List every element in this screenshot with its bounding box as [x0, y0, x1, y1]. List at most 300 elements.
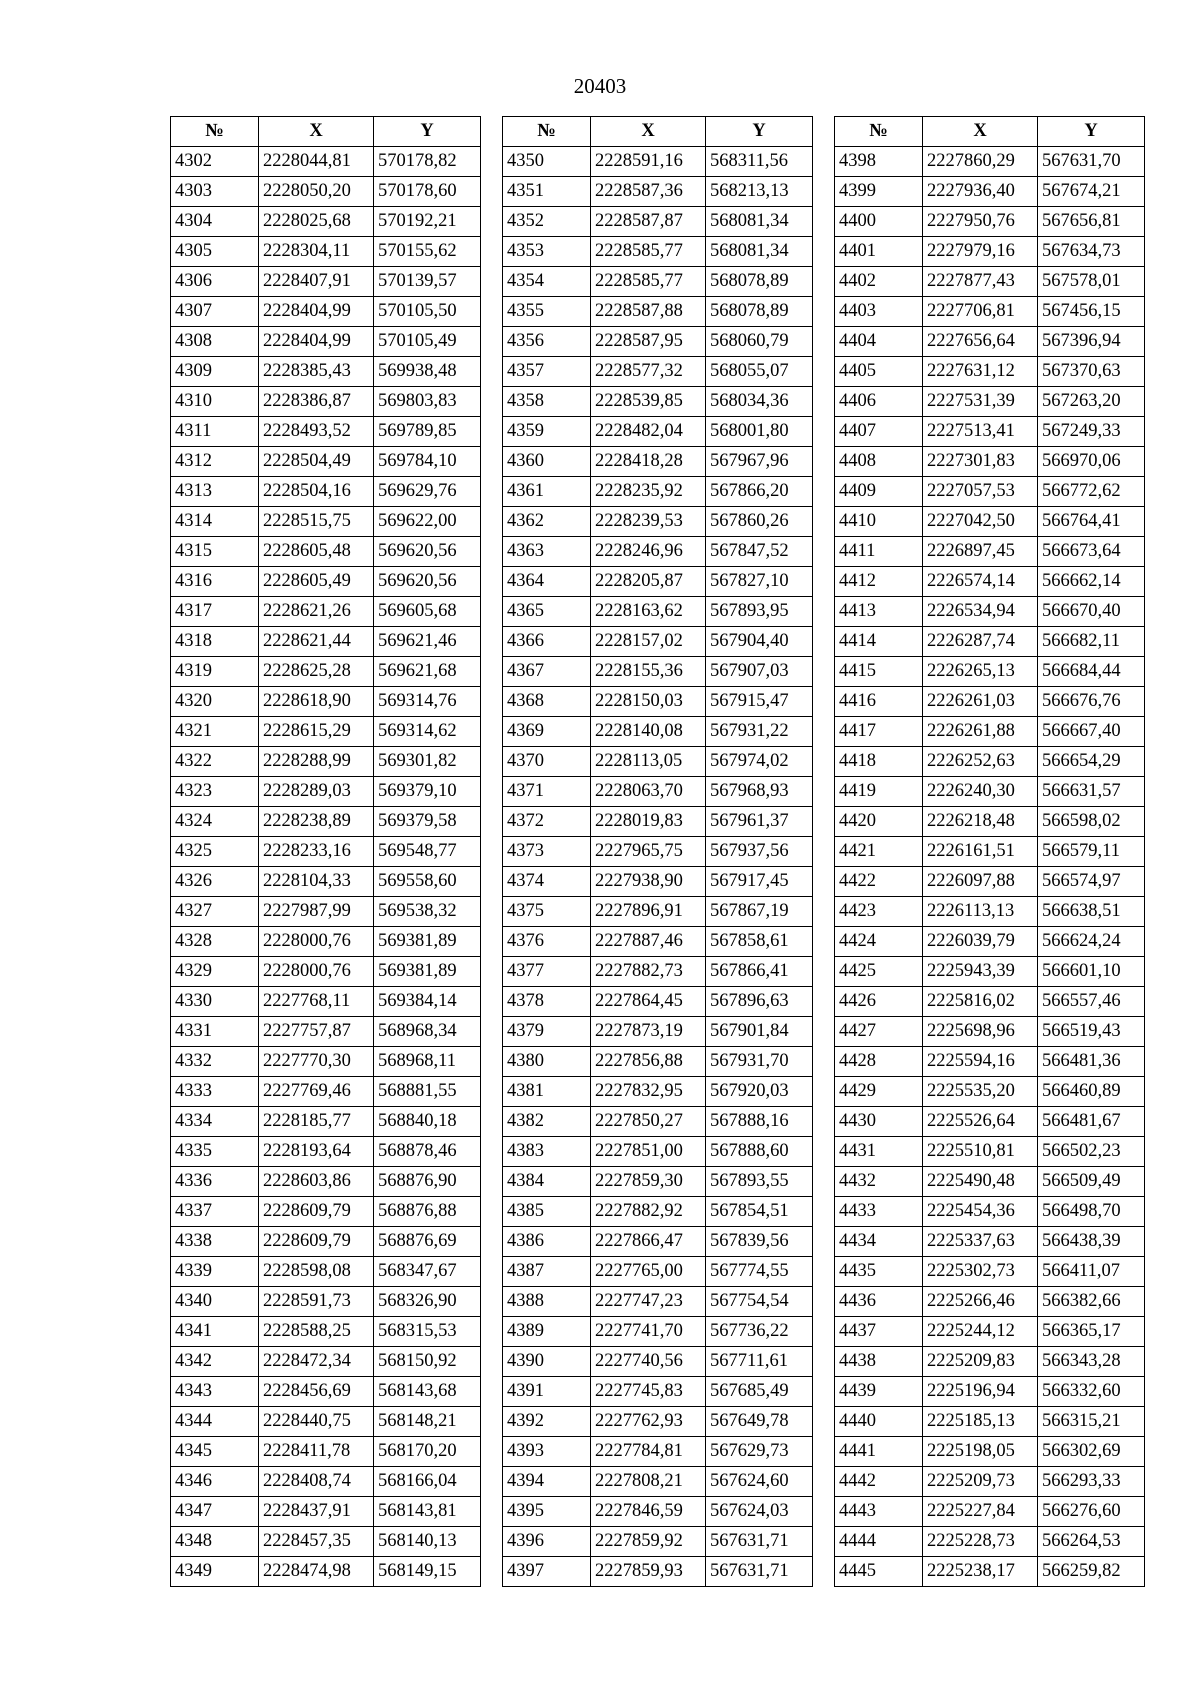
y-coordinate: 568876,88 [374, 1197, 481, 1227]
point-number: 4351 [503, 177, 591, 207]
x-coordinate: 2228063,70 [591, 777, 706, 807]
header-x: X [591, 117, 706, 147]
y-coordinate: 568968,11 [374, 1047, 481, 1077]
point-number: 4325 [171, 837, 259, 867]
table-row [171, 327, 481, 357]
table-row [835, 1467, 1145, 1497]
table-row [171, 387, 481, 417]
y-coordinate: 566673,64 [1038, 537, 1145, 567]
x-coordinate: 2225510,81 [923, 1137, 1038, 1167]
point-number: 4402 [835, 267, 923, 297]
table-row [171, 897, 481, 927]
table-row [503, 1107, 813, 1137]
x-coordinate: 2227784,81 [591, 1437, 706, 1467]
table-row [835, 1257, 1145, 1287]
x-coordinate: 2227042,50 [923, 507, 1038, 537]
point-number: 4413 [835, 597, 923, 627]
point-number: 4382 [503, 1107, 591, 1137]
point-number: 4392 [503, 1407, 591, 1437]
x-coordinate: 2226261,03 [923, 687, 1038, 717]
table-row [171, 837, 481, 867]
table-row [835, 957, 1145, 987]
x-coordinate: 2228386,87 [259, 387, 374, 417]
x-coordinate: 2227768,11 [259, 987, 374, 1017]
x-coordinate: 2227987,99 [259, 897, 374, 927]
point-number: 4333 [171, 1077, 259, 1107]
table-row [835, 417, 1145, 447]
x-coordinate: 2228019,83 [591, 807, 706, 837]
table-row [835, 1167, 1145, 1197]
x-coordinate: 2228163,62 [591, 597, 706, 627]
point-number: 4304 [171, 207, 259, 237]
point-number: 4400 [835, 207, 923, 237]
x-coordinate: 2227765,00 [591, 1257, 706, 1287]
y-coordinate: 569384,14 [374, 987, 481, 1017]
table-row [835, 807, 1145, 837]
x-coordinate: 2227757,87 [259, 1017, 374, 1047]
x-coordinate: 2228587,88 [591, 297, 706, 327]
point-number: 4342 [171, 1347, 259, 1377]
point-number: 4388 [503, 1287, 591, 1317]
x-coordinate: 2227873,19 [591, 1017, 706, 1047]
y-coordinate: 566598,02 [1038, 807, 1145, 837]
x-coordinate: 2227851,00 [591, 1137, 706, 1167]
y-coordinate: 566509,49 [1038, 1167, 1145, 1197]
point-number: 4426 [835, 987, 923, 1017]
table-row [171, 207, 481, 237]
table-row [835, 717, 1145, 747]
y-coordinate: 569558,60 [374, 867, 481, 897]
y-coordinate: 569629,76 [374, 477, 481, 507]
x-coordinate: 2227740,56 [591, 1347, 706, 1377]
y-coordinate: 567888,60 [706, 1137, 813, 1167]
table-row [835, 1407, 1145, 1437]
table-row [171, 1167, 481, 1197]
y-coordinate: 567631,70 [1038, 147, 1145, 177]
table-row [503, 657, 813, 687]
x-coordinate: 2225209,83 [923, 1347, 1038, 1377]
x-coordinate: 2227859,30 [591, 1167, 706, 1197]
point-number: 4444 [835, 1527, 923, 1557]
table-row [835, 1287, 1145, 1317]
x-coordinate: 2228457,35 [259, 1527, 374, 1557]
table-row [835, 1557, 1145, 1587]
x-coordinate: 2228598,08 [259, 1257, 374, 1287]
x-coordinate: 2228605,49 [259, 567, 374, 597]
table-row [171, 1227, 481, 1257]
y-coordinate: 567456,15 [1038, 297, 1145, 327]
y-coordinate: 566579,11 [1038, 837, 1145, 867]
point-number: 4433 [835, 1197, 923, 1227]
y-coordinate: 567674,21 [1038, 177, 1145, 207]
x-coordinate: 2226097,88 [923, 867, 1038, 897]
point-number: 4441 [835, 1437, 923, 1467]
page-number: 20403 [573, 74, 627, 98]
x-coordinate: 2228615,29 [259, 717, 374, 747]
table-row [835, 507, 1145, 537]
y-coordinate: 567866,41 [706, 957, 813, 987]
y-coordinate: 567711,61 [706, 1347, 813, 1377]
point-number: 4401 [835, 237, 923, 267]
table-body [835, 147, 1145, 1587]
point-number: 4430 [835, 1107, 923, 1137]
y-coordinate: 567631,71 [706, 1527, 813, 1557]
table-row [835, 1197, 1145, 1227]
point-number: 4410 [835, 507, 923, 537]
y-coordinate: 566601,10 [1038, 957, 1145, 987]
table-row [835, 597, 1145, 627]
x-coordinate: 2228000,76 [259, 957, 374, 987]
y-coordinate: 567847,52 [706, 537, 813, 567]
table-row [503, 897, 813, 927]
table-row [171, 1557, 481, 1587]
point-number: 4350 [503, 147, 591, 177]
table-row [503, 477, 813, 507]
x-coordinate: 2228140,08 [591, 717, 706, 747]
header-number: № [835, 117, 923, 147]
point-number: 4361 [503, 477, 591, 507]
y-coordinate: 566574,97 [1038, 867, 1145, 897]
point-number: 4343 [171, 1377, 259, 1407]
header-number: № [171, 117, 259, 147]
point-number: 4425 [835, 957, 923, 987]
x-coordinate: 2228411,78 [259, 1437, 374, 1467]
y-coordinate: 568081,34 [706, 207, 813, 237]
point-number: 4344 [171, 1407, 259, 1437]
table-row [835, 477, 1145, 507]
point-number: 4445 [835, 1557, 923, 1587]
table-row [171, 867, 481, 897]
point-number: 4303 [171, 177, 259, 207]
y-coordinate: 568149,15 [374, 1557, 481, 1587]
y-coordinate: 567961,37 [706, 807, 813, 837]
point-number: 4326 [171, 867, 259, 897]
x-coordinate: 2227808,21 [591, 1467, 706, 1497]
y-coordinate: 567920,03 [706, 1077, 813, 1107]
y-coordinate: 569938,48 [374, 357, 481, 387]
y-coordinate: 568876,90 [374, 1167, 481, 1197]
x-coordinate: 2227769,46 [259, 1077, 374, 1107]
x-coordinate: 2225209,73 [923, 1467, 1038, 1497]
y-coordinate: 566557,46 [1038, 987, 1145, 1017]
point-number: 4383 [503, 1137, 591, 1167]
x-coordinate: 2228157,02 [591, 627, 706, 657]
x-coordinate: 2227887,46 [591, 927, 706, 957]
point-number: 4312 [171, 447, 259, 477]
x-coordinate: 2225454,36 [923, 1197, 1038, 1227]
y-coordinate: 570105,50 [374, 297, 481, 327]
point-number: 4437 [835, 1317, 923, 1347]
point-number: 4427 [835, 1017, 923, 1047]
table-row [171, 1137, 481, 1167]
point-number: 4339 [171, 1257, 259, 1287]
x-coordinate: 2227979,16 [923, 237, 1038, 267]
table-row [503, 1167, 813, 1197]
y-coordinate: 569379,58 [374, 807, 481, 837]
header-x: X [923, 117, 1038, 147]
table-row [835, 177, 1145, 207]
y-coordinate: 566382,66 [1038, 1287, 1145, 1317]
table-row [171, 357, 481, 387]
x-coordinate: 2225228,73 [923, 1527, 1038, 1557]
table-row [835, 987, 1145, 1017]
y-coordinate: 568081,34 [706, 237, 813, 267]
table-row [835, 1497, 1145, 1527]
y-coordinate: 567578,01 [1038, 267, 1145, 297]
table-row [171, 687, 481, 717]
x-coordinate: 2228504,49 [259, 447, 374, 477]
table-body [503, 147, 813, 1587]
y-coordinate: 569620,56 [374, 537, 481, 567]
table-row [171, 1377, 481, 1407]
y-coordinate: 568170,20 [374, 1437, 481, 1467]
y-coordinate: 568078,89 [706, 267, 813, 297]
y-coordinate: 567893,55 [706, 1167, 813, 1197]
x-coordinate: 2228205,87 [591, 567, 706, 597]
table-row [171, 717, 481, 747]
table-row [835, 627, 1145, 657]
point-number: 4385 [503, 1197, 591, 1227]
point-number: 4375 [503, 897, 591, 927]
x-coordinate: 2227762,93 [591, 1407, 706, 1437]
table-row [503, 417, 813, 447]
x-coordinate: 2226218,48 [923, 807, 1038, 837]
point-number: 4431 [835, 1137, 923, 1167]
x-coordinate: 2228385,43 [259, 357, 374, 387]
table-row [503, 207, 813, 237]
point-number: 4322 [171, 747, 259, 777]
y-coordinate: 567754,54 [706, 1287, 813, 1317]
x-coordinate: 2228404,99 [259, 327, 374, 357]
point-number: 4317 [171, 597, 259, 627]
y-coordinate: 566438,39 [1038, 1227, 1145, 1257]
x-coordinate: 2227656,64 [923, 327, 1038, 357]
x-coordinate: 2228239,53 [591, 507, 706, 537]
table-row [171, 1347, 481, 1377]
table-row [171, 777, 481, 807]
point-number: 4395 [503, 1497, 591, 1527]
point-number: 4435 [835, 1257, 923, 1287]
x-coordinate: 2228408,74 [259, 1467, 374, 1497]
x-coordinate: 2228587,95 [591, 327, 706, 357]
y-coordinate: 568315,53 [374, 1317, 481, 1347]
table-row [171, 1527, 481, 1557]
table-row [503, 447, 813, 477]
table-row [503, 1407, 813, 1437]
point-number: 4438 [835, 1347, 923, 1377]
point-number: 4386 [503, 1227, 591, 1257]
point-number: 4347 [171, 1497, 259, 1527]
point-number: 4390 [503, 1347, 591, 1377]
point-number: 4311 [171, 417, 259, 447]
y-coordinate: 566764,41 [1038, 507, 1145, 537]
y-coordinate: 569622,00 [374, 507, 481, 537]
x-coordinate: 2225302,73 [923, 1257, 1038, 1287]
x-coordinate: 2227950,76 [923, 207, 1038, 237]
x-coordinate: 2228591,73 [259, 1287, 374, 1317]
x-coordinate: 2228404,99 [259, 297, 374, 327]
x-coordinate: 2225238,17 [923, 1557, 1038, 1587]
x-coordinate: 2227745,83 [591, 1377, 706, 1407]
y-coordinate: 570139,57 [374, 267, 481, 297]
x-coordinate: 2227832,95 [591, 1077, 706, 1107]
point-number: 4405 [835, 357, 923, 387]
table-row [503, 627, 813, 657]
x-coordinate: 2228304,11 [259, 237, 374, 267]
table-row [171, 627, 481, 657]
table-row [503, 537, 813, 567]
table-row [503, 717, 813, 747]
x-coordinate: 2228456,69 [259, 1377, 374, 1407]
point-number: 4379 [503, 1017, 591, 1047]
y-coordinate: 568311,56 [706, 147, 813, 177]
y-coordinate: 567917,45 [706, 867, 813, 897]
point-number: 4415 [835, 657, 923, 687]
table-row [503, 1347, 813, 1377]
x-coordinate: 2228472,34 [259, 1347, 374, 1377]
point-number: 4315 [171, 537, 259, 567]
x-coordinate: 2228235,92 [591, 477, 706, 507]
y-coordinate: 566498,70 [1038, 1197, 1145, 1227]
table-row [835, 927, 1145, 957]
point-number: 4367 [503, 657, 591, 687]
y-coordinate: 567629,73 [706, 1437, 813, 1467]
point-number: 4321 [171, 717, 259, 747]
point-number: 4420 [835, 807, 923, 837]
x-coordinate: 2227747,23 [591, 1287, 706, 1317]
point-number: 4314 [171, 507, 259, 537]
table-row [835, 1317, 1145, 1347]
x-coordinate: 2227513,41 [923, 417, 1038, 447]
table-row [503, 1197, 813, 1227]
x-coordinate: 2228000,76 [259, 927, 374, 957]
table-row [503, 507, 813, 537]
x-coordinate: 2228289,03 [259, 777, 374, 807]
x-coordinate: 2225943,39 [923, 957, 1038, 987]
table-row [835, 1527, 1145, 1557]
x-coordinate: 2227965,75 [591, 837, 706, 867]
point-number: 4423 [835, 897, 923, 927]
table-row [503, 957, 813, 987]
y-coordinate: 568878,46 [374, 1137, 481, 1167]
table-row [835, 1137, 1145, 1167]
x-coordinate: 2228437,91 [259, 1497, 374, 1527]
point-number: 4421 [835, 837, 923, 867]
y-coordinate: 567396,94 [1038, 327, 1145, 357]
point-number: 4428 [835, 1047, 923, 1077]
table-row [835, 327, 1145, 357]
x-coordinate: 2225535,20 [923, 1077, 1038, 1107]
y-coordinate: 567907,03 [706, 657, 813, 687]
table-row [171, 1197, 481, 1227]
y-coordinate: 568143,81 [374, 1497, 481, 1527]
table-row [835, 1077, 1145, 1107]
x-coordinate: 2226534,94 [923, 597, 1038, 627]
x-coordinate: 2225816,02 [923, 987, 1038, 1017]
y-coordinate: 568968,34 [374, 1017, 481, 1047]
x-coordinate: 2228185,77 [259, 1107, 374, 1137]
x-coordinate: 2228587,36 [591, 177, 706, 207]
y-coordinate: 567867,19 [706, 897, 813, 927]
y-coordinate: 569381,89 [374, 927, 481, 957]
table-row [171, 507, 481, 537]
x-coordinate: 2226240,30 [923, 777, 1038, 807]
y-coordinate: 566970,06 [1038, 447, 1145, 477]
y-coordinate: 566624,24 [1038, 927, 1145, 957]
point-number: 4381 [503, 1077, 591, 1107]
y-coordinate: 569789,85 [374, 417, 481, 447]
table-row [171, 1287, 481, 1317]
table-row [835, 747, 1145, 777]
y-coordinate: 567774,55 [706, 1257, 813, 1287]
point-number: 4429 [835, 1077, 923, 1107]
point-number: 4419 [835, 777, 923, 807]
point-number: 4359 [503, 417, 591, 447]
y-coordinate: 567249,33 [1038, 417, 1145, 447]
table-row [171, 987, 481, 1017]
table-header [503, 117, 813, 147]
x-coordinate: 2227846,59 [591, 1497, 706, 1527]
point-number: 4327 [171, 897, 259, 927]
point-number: 4412 [835, 567, 923, 597]
y-coordinate: 568143,68 [374, 1377, 481, 1407]
y-coordinate: 567968,93 [706, 777, 813, 807]
table-row [503, 837, 813, 867]
y-coordinate: 570178,60 [374, 177, 481, 207]
y-coordinate: 568166,04 [374, 1467, 481, 1497]
point-number: 4346 [171, 1467, 259, 1497]
point-number: 4338 [171, 1227, 259, 1257]
y-coordinate: 566264,53 [1038, 1527, 1145, 1557]
y-coordinate: 566481,67 [1038, 1107, 1145, 1137]
header-y: Y [1038, 117, 1145, 147]
point-number: 4424 [835, 927, 923, 957]
table-row [503, 1557, 813, 1587]
table-row [503, 1527, 813, 1557]
point-number: 4374 [503, 867, 591, 897]
point-number: 4354 [503, 267, 591, 297]
x-coordinate: 2228113,05 [591, 747, 706, 777]
y-coordinate: 567888,16 [706, 1107, 813, 1137]
point-number: 4370 [503, 747, 591, 777]
table-row [503, 1077, 813, 1107]
x-coordinate: 2228418,28 [591, 447, 706, 477]
y-coordinate: 567937,56 [706, 837, 813, 867]
x-coordinate: 2227882,73 [591, 957, 706, 987]
y-coordinate: 570192,21 [374, 207, 481, 237]
x-coordinate: 2228625,28 [259, 657, 374, 687]
point-number: 4397 [503, 1557, 591, 1587]
table-row [171, 267, 481, 297]
point-number: 4376 [503, 927, 591, 957]
y-coordinate: 567656,81 [1038, 207, 1145, 237]
x-coordinate: 2225266,46 [923, 1287, 1038, 1317]
table-row [503, 1137, 813, 1167]
x-coordinate: 2228493,52 [259, 417, 374, 447]
y-coordinate: 567839,56 [706, 1227, 813, 1257]
y-coordinate: 569381,89 [374, 957, 481, 987]
table-row [835, 357, 1145, 387]
table-row [171, 657, 481, 687]
point-number: 4399 [835, 177, 923, 207]
y-coordinate: 570105,49 [374, 327, 481, 357]
x-coordinate: 2226574,14 [923, 567, 1038, 597]
table-row [835, 567, 1145, 597]
point-number: 4352 [503, 207, 591, 237]
y-coordinate: 568840,18 [374, 1107, 481, 1137]
y-coordinate: 566302,69 [1038, 1437, 1145, 1467]
y-coordinate: 566519,43 [1038, 1017, 1145, 1047]
